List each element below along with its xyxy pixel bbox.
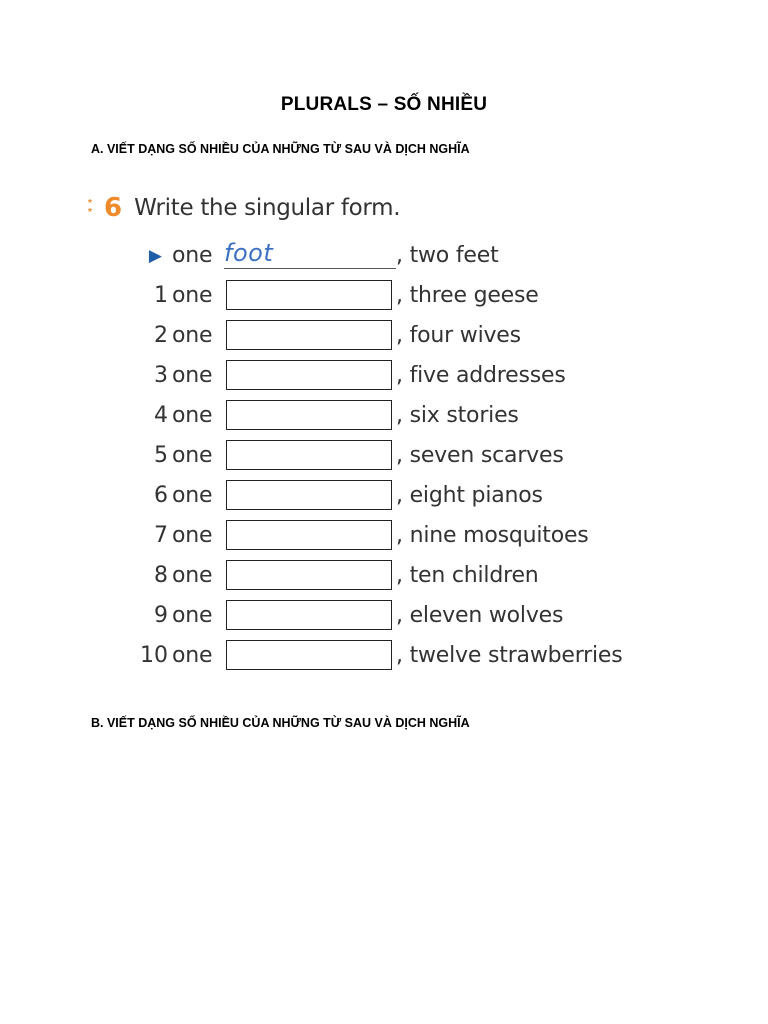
- one-label: one: [172, 363, 213, 388]
- item-number: 9: [154, 603, 168, 628]
- plural-form: , eight pianos: [396, 483, 543, 508]
- plural-form: , two feet: [396, 243, 499, 268]
- exercise-item: [88, 520, 668, 552]
- plural-form: , seven scarves: [396, 443, 564, 468]
- exercise-instruction: Write the singular form.: [134, 195, 401, 221]
- difficulty-stars-icon: * *: [88, 198, 92, 218]
- answer-box[interactable]: [226, 400, 392, 430]
- one-label: one: [172, 483, 213, 508]
- exercise-item: [88, 320, 668, 352]
- one-label: one: [172, 563, 213, 588]
- one-label: one: [172, 283, 213, 308]
- exercise-item: [88, 560, 668, 592]
- example-row: [88, 240, 668, 272]
- one-label: one: [172, 643, 213, 668]
- page-title: PLURALS – SỐ NHIỀU: [280, 94, 488, 115]
- exercise-item: [88, 480, 668, 512]
- plural-form: , twelve strawberries: [396, 643, 623, 668]
- item-number: 7: [154, 523, 168, 548]
- plural-form: , ten children: [396, 563, 539, 588]
- exercise-item: [88, 360, 668, 392]
- exercise-6: [88, 188, 668, 668]
- one-label: one: [172, 243, 213, 268]
- plural-form: , four wives: [396, 323, 521, 348]
- one-label: one: [172, 443, 213, 468]
- answer-box[interactable]: [226, 480, 392, 510]
- item-number: 4: [154, 403, 168, 428]
- section-a-heading: A. VIẾT DẠNG SỐ NHIỀU CỦA NHỮNG TỪ SAU VÀ DỊCH NGHĨA: [91, 142, 470, 156]
- exercise-item: [88, 400, 668, 432]
- one-label: one: [172, 523, 213, 548]
- item-number: 10: [140, 643, 168, 668]
- item-number: 2: [154, 323, 168, 348]
- item-number: 8: [154, 563, 168, 588]
- item-number: 5: [154, 443, 168, 468]
- item-number: 1: [154, 283, 168, 308]
- plural-form: , eleven wolves: [396, 603, 564, 628]
- exercise-item: [88, 280, 668, 312]
- plural-form: , nine mosquitoes: [396, 523, 589, 548]
- answer-box[interactable]: [226, 640, 392, 670]
- section-b-heading: B. VIẾT DẠNG SỐ NHIỀU CỦA NHỮNG TỪ SAU VÀ DỊCH NGHĨA: [91, 716, 470, 730]
- exercise-header: [88, 188, 668, 228]
- answer-box[interactable]: [226, 320, 392, 350]
- item-number: 3: [154, 363, 168, 388]
- answer-box[interactable]: [226, 280, 392, 310]
- plural-form: , six stories: [396, 403, 519, 428]
- answer-box[interactable]: [226, 560, 392, 590]
- one-label: one: [172, 603, 213, 628]
- answer-box[interactable]: [226, 520, 392, 550]
- item-number: 6: [154, 483, 168, 508]
- one-label: one: [172, 403, 213, 428]
- plural-form: , five addresses: [396, 363, 566, 388]
- exercise-item: [88, 600, 668, 632]
- example-answer: foot: [224, 238, 396, 269]
- one-label: one: [172, 323, 213, 348]
- play-arrow-icon: ▶: [148, 246, 162, 266]
- answer-box[interactable]: [226, 440, 392, 470]
- exercise-item: [88, 640, 668, 672]
- answer-box[interactable]: [226, 600, 392, 630]
- answer-box[interactable]: [226, 360, 392, 390]
- plural-form: , three geese: [396, 283, 539, 308]
- exercise-item: [88, 440, 668, 472]
- exercise-number: 6: [104, 193, 123, 223]
